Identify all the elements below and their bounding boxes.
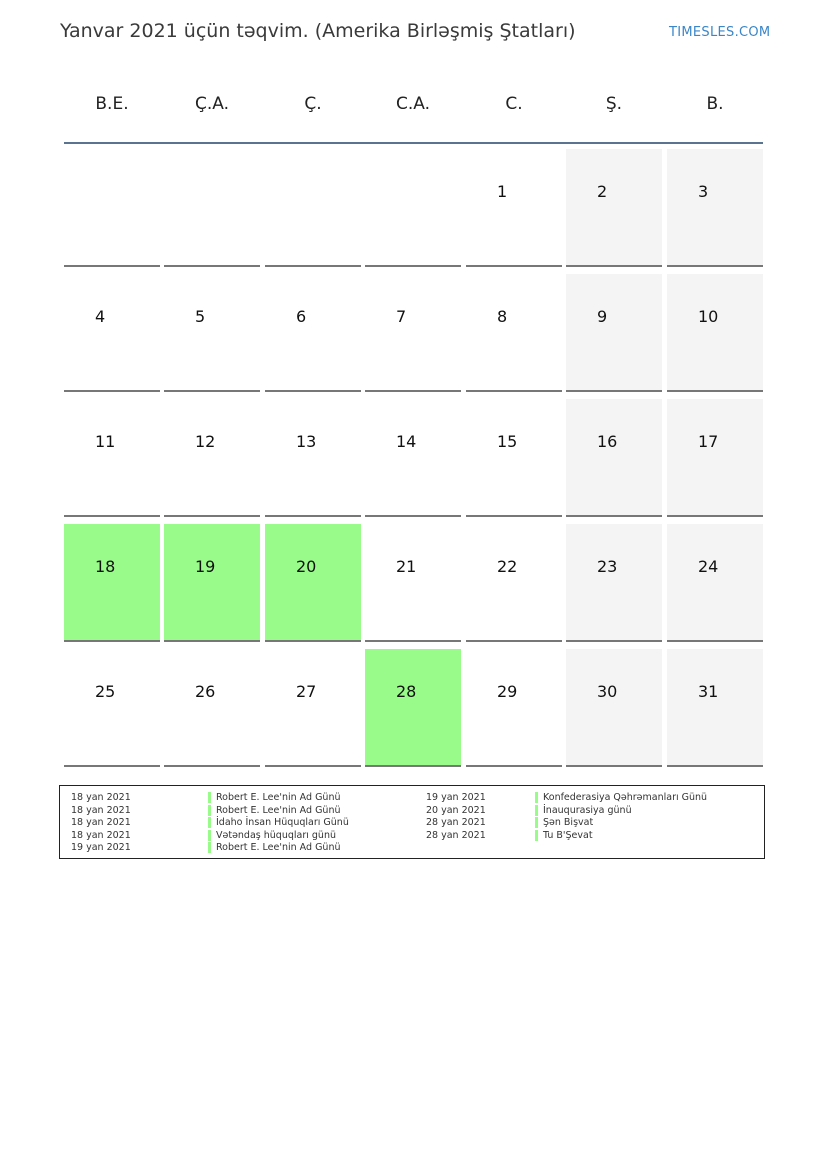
legend-color-marker (535, 830, 538, 841)
day-cell[interactable] (265, 399, 361, 517)
empty-day-cell (64, 149, 160, 267)
day-cell[interactable] (566, 649, 662, 767)
day-cell[interactable] (667, 399, 763, 517)
legend-date: 19 yan 2021 (426, 792, 486, 803)
day-cell[interactable] (265, 274, 361, 392)
holiday-legend (59, 785, 765, 859)
day-cell[interactable] (667, 149, 763, 267)
legend-holiday-name: Robert E. Lee'nin Ad Günü (216, 792, 341, 803)
day-number: 2 (597, 182, 608, 201)
weekday-label: C.A. (395, 94, 430, 114)
legend-color-marker (208, 805, 211, 816)
legend-holiday-name: Vətəndaş hüquqları günü (216, 829, 336, 841)
day-number: 25 (95, 682, 116, 701)
day-number: 20 (296, 557, 317, 576)
day-cell[interactable] (466, 649, 562, 767)
legend-color-marker (208, 830, 211, 841)
day-cell[interactable] (466, 524, 562, 642)
empty-day-cell (164, 149, 260, 267)
day-cell[interactable] (64, 399, 160, 517)
day-number: 7 (396, 307, 407, 326)
legend-color-marker (535, 805, 538, 816)
day-cell[interactable] (164, 524, 260, 642)
day-cell[interactable] (566, 149, 662, 267)
day-cell[interactable] (64, 649, 160, 767)
legend-holiday-name: Şən Bişvat (543, 817, 594, 828)
weekday-label: Ş. (605, 94, 623, 114)
day-cell[interactable] (667, 649, 763, 767)
legend-holiday-name: Robert E. Lee'nin Ad Günü (216, 804, 341, 816)
day-number: 14 (396, 432, 417, 451)
empty-day-cell (365, 149, 461, 267)
legend-holiday-name: Konfederasiya Qəhrəmanları Günü (543, 792, 708, 803)
legend-color-marker (535, 792, 538, 803)
day-cell[interactable] (466, 399, 562, 517)
day-cell[interactable] (365, 399, 461, 517)
day-cell[interactable] (164, 274, 260, 392)
weekday-header (64, 80, 763, 144)
legend-date: 19 yan 2021 (71, 842, 131, 853)
legend-color-marker (208, 792, 211, 803)
day-cell[interactable] (566, 274, 662, 392)
day-number: 4 (95, 307, 106, 326)
day-cell[interactable] (466, 274, 562, 392)
weekday-label: B. (706, 94, 724, 114)
day-cell[interactable] (365, 524, 461, 642)
day-number: 30 (597, 682, 618, 701)
legend-date: 18 yan 2021 (71, 804, 131, 816)
day-number: 11 (95, 432, 116, 451)
day-cell[interactable] (566, 524, 662, 642)
day-cell[interactable] (667, 524, 763, 642)
day-cell[interactable] (265, 649, 361, 767)
day-number: 15 (497, 432, 518, 451)
day-number: 18 (95, 557, 116, 576)
day-number: 6 (296, 307, 307, 326)
day-number: 8 (497, 307, 508, 326)
day-cell[interactable] (164, 649, 260, 767)
legend-date: 20 yan 2021 (426, 804, 486, 816)
empty-day-cell (265, 149, 361, 267)
page-title: Yanvar 2021 üçün təqvim. (Amerika Birləşmiş Ştatları) (60, 20, 576, 42)
weekday-label: Ç.A. (194, 94, 229, 114)
legend-date: 18 yan 2021 (71, 829, 131, 841)
legend-date: 28 yan 2021 (426, 829, 486, 841)
legend-color-marker (208, 817, 211, 828)
weekday-label: B.E. (95, 94, 129, 114)
legend-color-marker (535, 817, 538, 828)
day-number: 19 (195, 557, 216, 576)
day-number: 21 (396, 557, 417, 576)
day-cell[interactable] (365, 274, 461, 392)
day-cell[interactable] (466, 149, 562, 267)
weekday-label: Ç. (304, 94, 322, 114)
day-number: 9 (597, 307, 608, 326)
legend-date: 18 yan 2021 (71, 792, 131, 803)
day-number: 5 (195, 307, 206, 326)
day-cell[interactable] (64, 524, 160, 642)
weekday-label: C. (505, 94, 523, 114)
day-number: 3 (698, 182, 709, 201)
legend-date: 18 yan 2021 (71, 817, 131, 828)
day-number: 31 (698, 682, 719, 701)
brand-link[interactable]: TIMESLES.COM (669, 25, 771, 40)
day-number: 13 (296, 432, 317, 451)
day-number: 23 (597, 557, 618, 576)
day-number: 1 (497, 182, 508, 201)
day-cell[interactable] (365, 649, 461, 767)
day-number: 16 (597, 432, 618, 451)
legend-date: 28 yan 2021 (426, 817, 486, 828)
day-cell[interactable] (667, 274, 763, 392)
day-cell[interactable] (64, 274, 160, 392)
day-number: 26 (195, 682, 216, 701)
day-cell[interactable] (265, 524, 361, 642)
day-number: 12 (195, 432, 216, 451)
day-number: 17 (698, 432, 719, 451)
legend-color-marker (208, 842, 211, 853)
legend-holiday-name: Robert E. Lee'nin Ad Günü (216, 842, 341, 853)
legend-holiday-name: İnauqurasiya günü (543, 804, 632, 816)
day-number: 27 (296, 682, 317, 701)
day-number: 22 (497, 557, 518, 576)
day-number: 10 (698, 307, 719, 326)
day-number: 29 (497, 682, 518, 701)
legend-holiday-name: Tu B'Şevat (543, 829, 593, 841)
day-number: 24 (698, 557, 719, 576)
day-cell[interactable] (164, 399, 260, 517)
day-number: 28 (396, 682, 417, 701)
legend-holiday-name: İdaho İnsan Hüquqları Günü (216, 817, 349, 828)
day-cell[interactable] (566, 399, 662, 517)
